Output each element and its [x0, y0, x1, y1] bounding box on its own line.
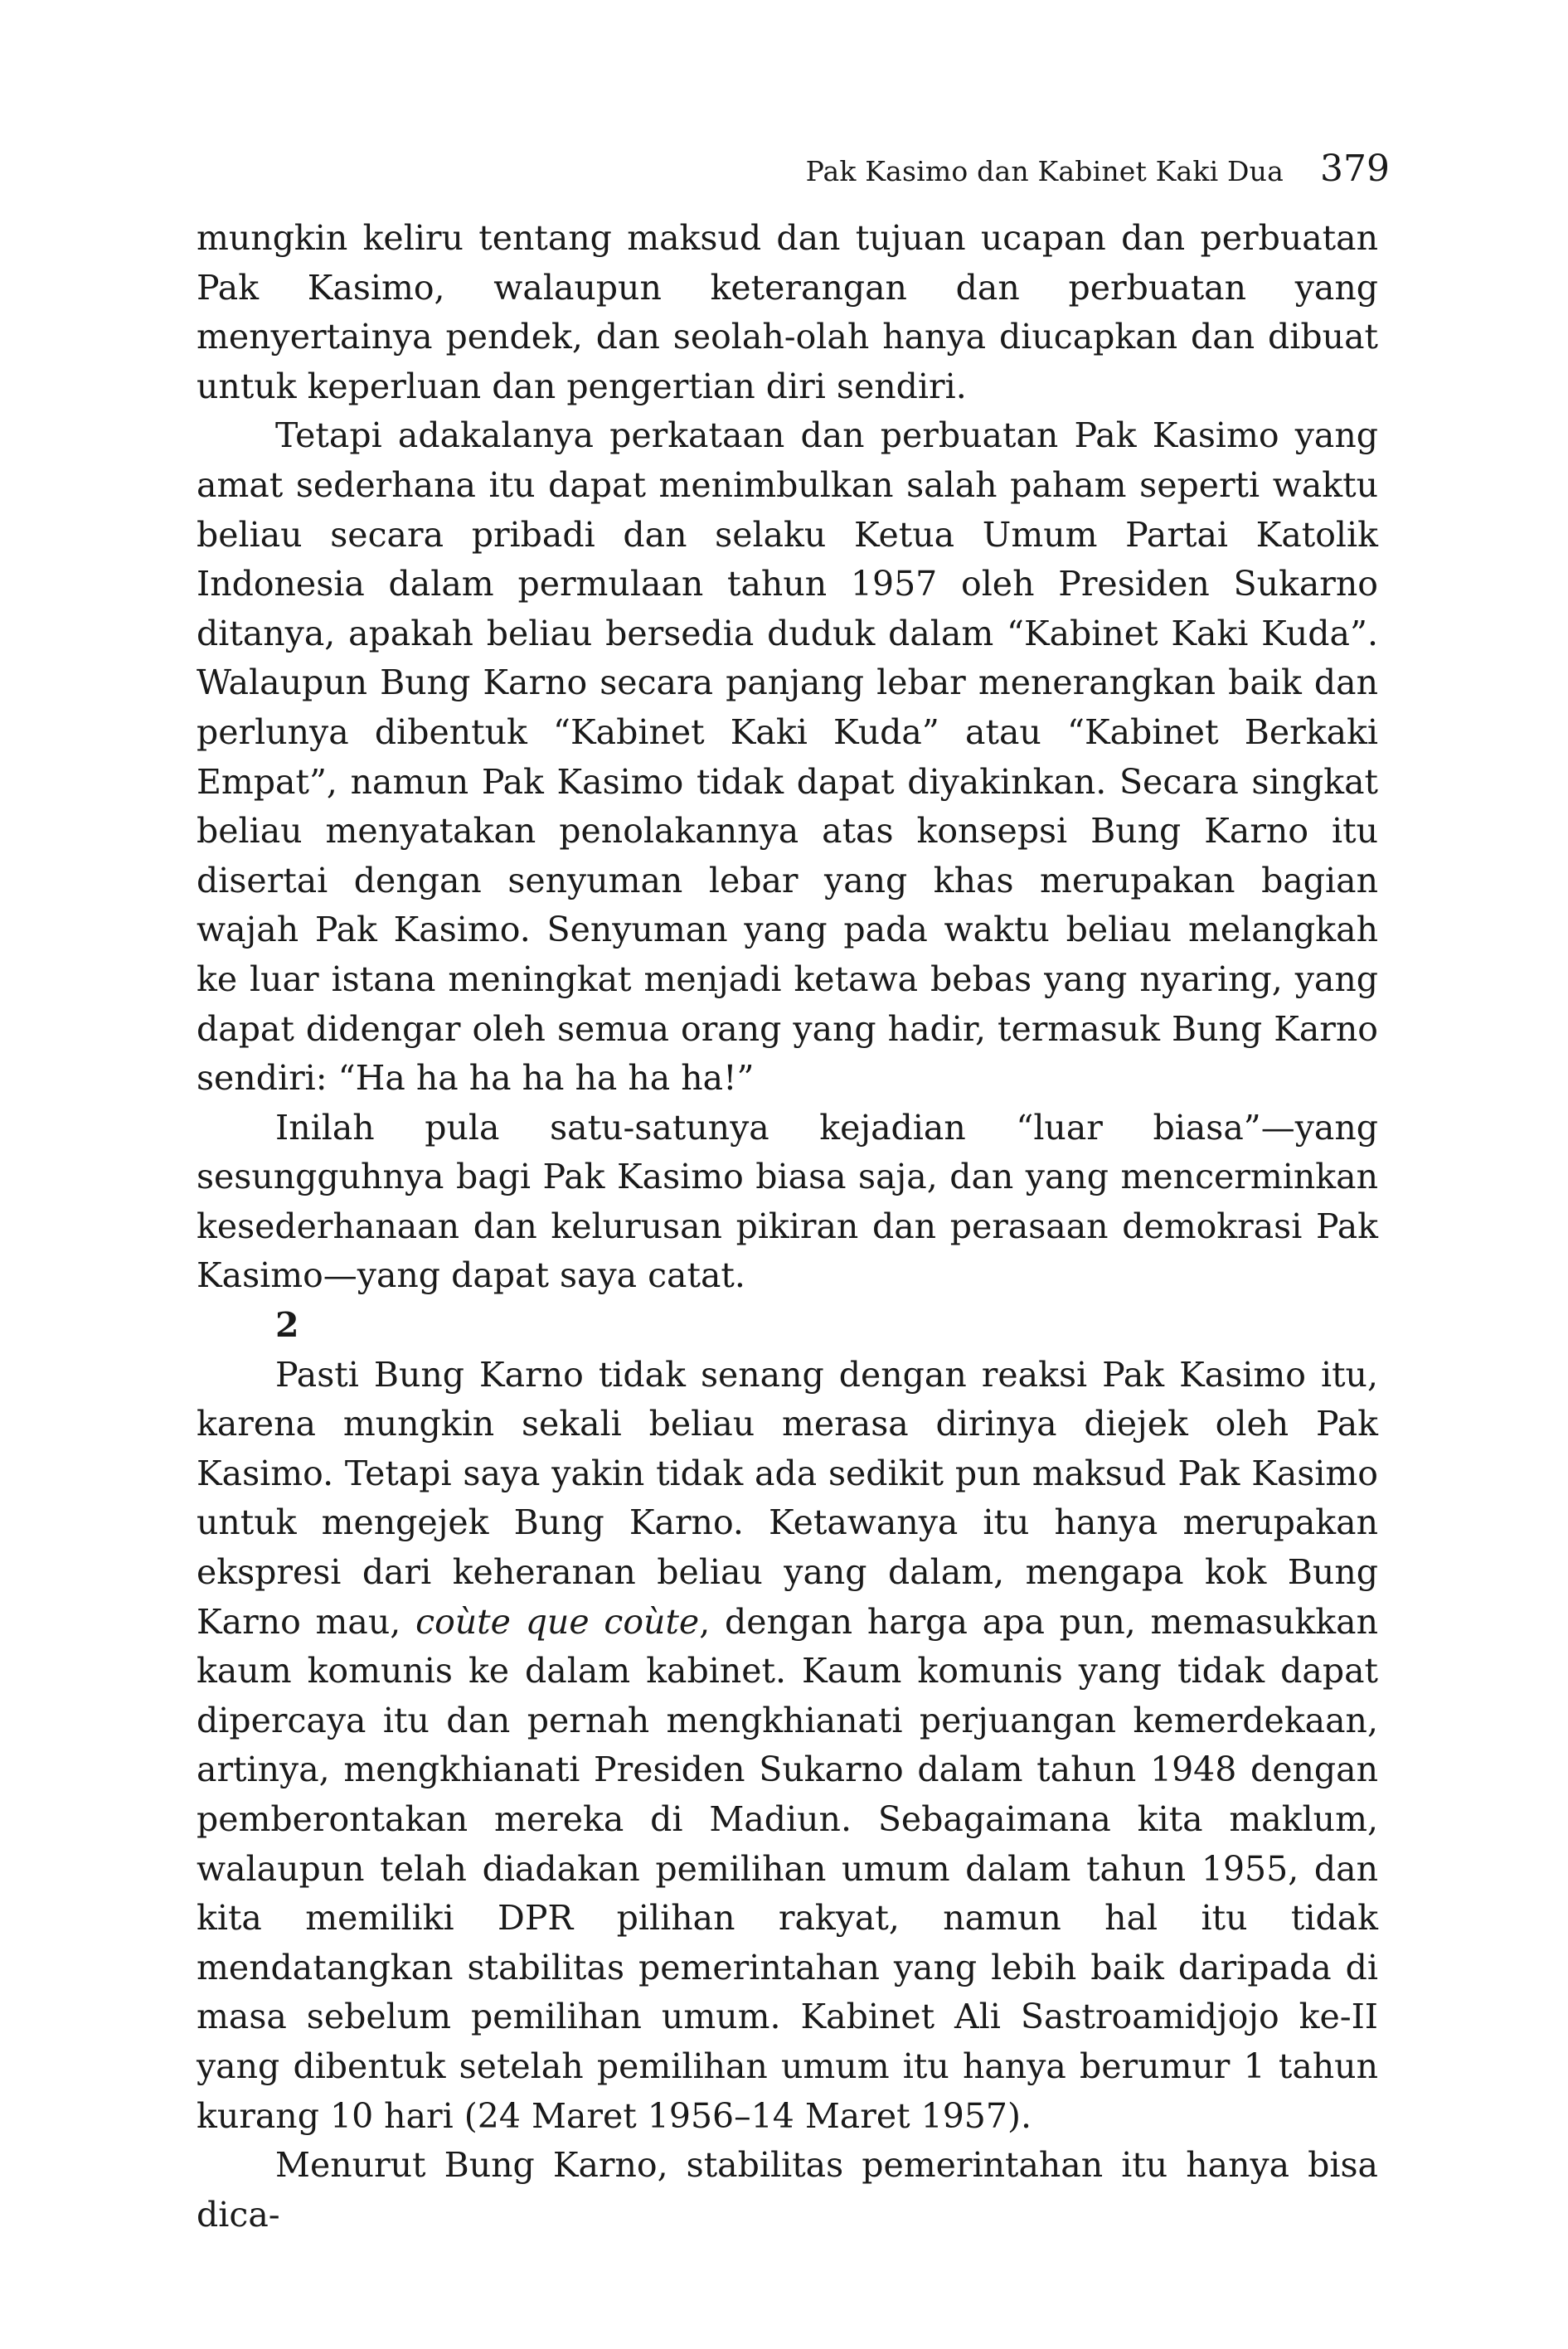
page-number: 379 [1320, 148, 1390, 190]
paragraph-4-italic-phrase: coùte que coùte [415, 1601, 700, 1642]
body-text [197, 214, 1378, 2240]
running-title: Pak Kasimo dan Kabinet Kaki Dua [805, 155, 1284, 187]
paragraph-3: Inilah pula satu-satunya kejadian “luar biasa”—yang sesungguhnya bagi Pak Kasimo biasa saja, dan yang mencerminkan kesederhanaan dan kelurusan pikiran dan perasaan demokrasi Pak Kasimo—yang dapat saya catat. [197, 1107, 1378, 1296]
paragraph-5: Menurut Bung Karno, stabilitas pemerintahan itu hanya bisa dica- [197, 2145, 1378, 2235]
paragraph-2: Tetapi adakalanya perkataan dan perbuatan Pak Kasimo yang amat sederhana itu dapat menimbulkan salah paham seperti waktu beliau secara pribadi dan selaku Ketua Umum Partai Katolik Indonesia dalam permulaan tahun 1957 oleh Presiden Sukarno ditanya, apakah beliau bersedia duduk dalam “Kabinet Kaki Kuda”. Walaupun Bung Karno secara panjang lebar menerangkan baik dan perlunya dibentuk “Kabinet Kaki Kuda” atau “Kabinet Berkaki Empat”, namun Pak Kasimo tidak dapat diyakinkan. Secara singkat beliau menyatakan penolakannya atas konsepsi Bung Karno itu disertai dengan senyuman lebar yang khas merupakan bagian wajah Pak Kasimo. Senyuman yang pada waktu beliau melangkah ke luar istana meningkat menjadi ketawa bebas yang nyaring, yang dapat didengar oleh semua orang yang hadir, termasuk Bung Karno sendiri: “Ha ha ha ha ha ha ha!” [197, 415, 1378, 1099]
paragraph-1: mungkin keliru tentang maksud dan tujuan ucapan dan perbuatan Pak Kasimo, walaupun keterangan dan perbuatan yang menyertainya pendek, dan seolah-olah hanya diucapkan dan dibuat untuk keperluan dan pengertian diri sendiri. [197, 218, 1378, 406]
section-number: 2 [275, 1305, 299, 1346]
paragraph-4 [197, 1351, 1378, 2142]
paragraph-4-text-b: , dengan harga apa pun, memasukkan kaum komunis ke dalam kabinet. Kaum komunis yang tidak dapat dipercaya itu dan pernah mengkhianati perjuangan kemerdekaan, artinya, mengkhianati Presiden Sukarno dalam tahun 1948 dengan pemberontakan mereka di Madiun. Sebagaimana kita maklum, walaupun telah diadakan pemilihan umum dalam tahun 1955, dan kita memiliki DPR pilihan rakyat, namun hal itu tidak mendatangkan stabilitas pemerintahan yang lebih baik daripada di masa sebelum pemilihan umum. Kabinet Ali Sastroamidjojo ke-II yang dibentuk setelah pemilihan umum itu hanya berumur 1 tahun kurang 10 hari (24 Maret 1956–14 Maret 1957). [197, 1601, 1379, 2136]
paragraph-4-text-a: Pasti Bung Karno tidak senang dengan reaksi Pak Kasimo itu, karena mungkin sekali beliau merasa dirinya diejek oleh Pak Kasimo. Tetapi saya yakin tidak ada sedikit pun maksud Pak Kasimo untuk mengejek Bung Karno. Ketawanya itu hanya merupakan ekspresi dari keheranan beliau yang dalam, mengapa kok Bung Karno mau, [197, 1354, 1378, 1642]
running-header [806, 148, 1390, 190]
